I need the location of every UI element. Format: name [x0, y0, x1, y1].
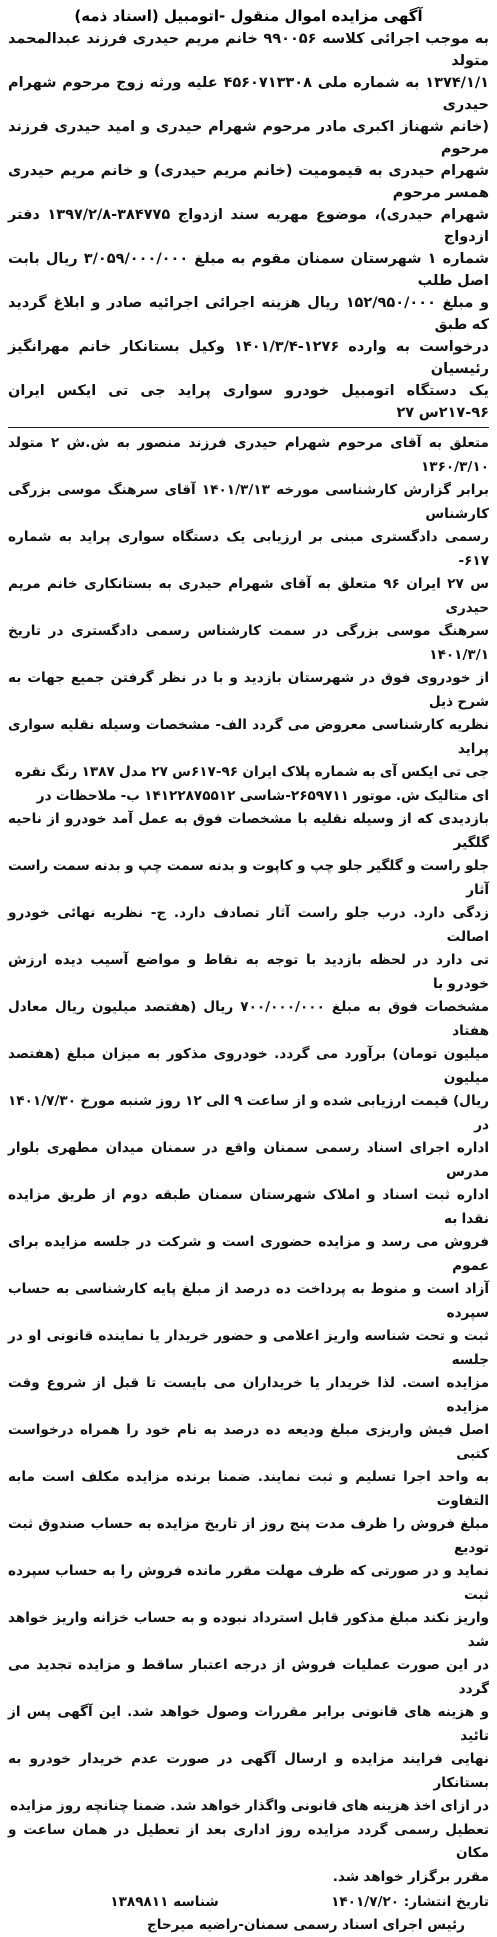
body-line: مزایده است. لذا خریدار یا خریداران می بایست تا قبل از شروع وقت مزایده [8, 1375, 489, 1415]
header-line: یک دستگاه اتومبیل خودرو سواری پراید جی تی ایکس ایران ۹۶-۲۱۷س ۲۷ [8, 383, 489, 421]
header-line: ۱۳۷۴/۱/۱ به شماره ملی ۴۵۶۰۷۱۳۳۰۸ علیه ورثه زوج مرحوم شهرام حیدری [8, 75, 489, 113]
body-line: مبلغ فروش را ظرف مدت پنج روز از تاریخ مزایده به حساب صندوق ثبت تودیع [8, 1516, 489, 1556]
body-line: برابر گزارش کارشناسی مورخه ۱۴۰۱/۳/۱۳ آقای سرهنگ موسی بزرگی کارشناس [8, 482, 489, 522]
body-line: ای متالیک ش. موتور ۲۶۵۹۷۱۱-شاسی ۱۴۱۲۲۸۷۵۵۱۲ ب- ملاحظات در [36, 787, 489, 804]
footer-spacer [8, 1891, 100, 1914]
body-line: رسمی دادگستری مبنی بر ارزیابی یک دستگاه سواری پراید به شماره ۶۱۷- [8, 529, 489, 569]
body-line: مشخصات فوق به مبلغ ۷۰۰/۰۰۰/۰۰۰ ریال (هفتصد میلیون ریال معادل هفتاد [8, 999, 489, 1039]
body-line: بازدیدی که از وسیله نقلیه با مشخصات فوق به عمل آمد خودرو از ناحیه گلگیر [8, 811, 489, 851]
header-line: شهرام حیدری)، موضوع مهریه سند ازدواج ۳۸۴۷۷۵-۱۳۹۷/۲/۸ دفتر ازدواج [8, 207, 489, 245]
body-line: تعطیل رسمی گردد مزایده روز اداری بعد از تعطیل در همان ساعت و مکان [8, 1821, 489, 1861]
footer-meta-row [8, 1891, 489, 1914]
body-line: در این صورت عملیات فروش از درجه اعتبار ساقط و مزایده تجدید می گردد [8, 1657, 489, 1697]
body-line: اداره اجرای اسناد رسمی سمنان واقع در سمنان میدان مطهری بلوار مدرس [8, 1140, 489, 1180]
body-line: میلیون تومان) برآورد می گردد. خودروی مذکور به میزان مبلغ (هفتصد میلیون [8, 1046, 489, 1086]
notice-header-paragraph [8, 28, 489, 428]
body-line: نماید و در صورتی که ظرف مهلت مقرر مانده فروش را به حساب سپرده ثبت [8, 1563, 489, 1603]
body-line: اداره ثبت اسناد و املاک شهرستان سمنان طبقه دوم از طریق مزایده نقدا به [8, 1187, 489, 1227]
header-line: (خانم شهناز اکبری مادر مرحوم شهرام حیدری و امید حیدری فرزند مرحوم [8, 119, 489, 157]
body-line: از خودروی فوق در شهرستان بازدید و با در نظر گرفتن جمیع جهات به شرح ذیل [8, 670, 489, 710]
footer-spacer [229, 1891, 321, 1914]
body-line: جلو راست و گلگیر جلو چپ و کاپوت و بدنه سمت چپ و بدنه سمت راست آثار [8, 858, 489, 898]
header-line: به موجب اجرائی کلاسه ۹۹۰۰۵۶ خانم مریم حیدری فرزند عبدالمحمد متولد [8, 31, 489, 69]
notice-footer [8, 1891, 489, 1937]
header-line: شماره ۱ شهرستان سمنان مقوم به مبلغ ۳/۰۵۹/۰۰۰/۰۰۰ ریال بابت اصل طلب [8, 251, 489, 289]
publish-date: تاریخ انتشار: ۱۴۰۱/۷/۲۰ [331, 1894, 489, 1910]
notice-id: شناسه ۱۳۸۹۸۱۱ [110, 1894, 219, 1910]
body-line: مقرر برگزار خواهد شد. [332, 1868, 489, 1885]
body-line: متعلق به آقای مرحوم شهرام حیدری فرزند منصور به ش.ش ۲ متولد ۱۳۶۰/۳/۱۰ [8, 435, 489, 475]
body-line: سرهنگ موسی بزرگی در سمت کارشناس رسمی دادگستری در تاریخ ۱۴۰۱/۳/۱ [8, 623, 489, 663]
signature-line: رئیس اجرای اسناد رسمی سمنان-راضیه میرحاج [146, 1917, 465, 1933]
header-line: شهرام حیدری به قیمومیت (خانم مریم حیدری) و خانم مریم حیدری همسر مرحوم [8, 163, 489, 201]
body-line: واریز نکند مبلغ مذکور قابل استرداد نبوده و به حساب خزانه واریز خواهد شد [8, 1610, 489, 1650]
notice-body-paragraph [8, 432, 489, 1889]
body-line: آزاد است و منوط به پرداخت ده درصد از مبلغ پایه کارشناسی به حساب سپرده [8, 1281, 489, 1321]
body-line: و هزینه های قانونی برابر مقررات وصول خواهد شد. این آگهی پس از تائید [8, 1704, 489, 1744]
body-line: تی دارد در لحظه بازدید با توجه به نقاط و مواضع آسیب دیده ارزش خودرو با [8, 952, 489, 992]
body-line: نهایی فرایند مزایده و ارسال آگهی در صورت عدم خریدار خودرو به بستانکار [8, 1751, 489, 1791]
header-line: درخواست به وارده ۱۲۷۶-۱۴۰۱/۳/۴ وکیل بستانکار خانم مهرانگیز رئیسیان [8, 339, 489, 377]
body-line: فروش می رسد و مزایده حضوری است و شرکت در جلسه مزایده برای عموم [8, 1234, 489, 1274]
notice-title: آگهی مزایده اموال منقول -اتومبیل (اسناد ذمه) [74, 7, 423, 25]
body-line: نظریه کارشناسی معروض می گردد الف- مشخصات وسیله نقلیه سواری پراید [8, 717, 489, 757]
body-line: ثبت و تحت شناسه واریز اعلامی و حضور خریدار یا نماینده قانونی او در جلسه [8, 1328, 489, 1368]
body-line: به واحد اجرا تسلیم و ثبت نمایند. ضمنا برنده مزایده مکلف است مابه التفاوت [8, 1469, 489, 1509]
body-line: اصل فیش واریزی مبلغ ودیعه ده درصد به نام خود را همراه درخواست کتبی [8, 1422, 489, 1462]
body-line: س ۲۷ ایران ۹۶ متعلق به آقای شهرام حیدری به بستانکاری خانم مریم حیدری [8, 576, 489, 616]
body-line: زدگی دارد. درب جلو راست آثار تصادف دارد. ج- نظریه نهائی خودرو اصالت [8, 905, 489, 945]
body-line: جی تی ایکس آی به شماره پلاک ایران ۹۶-۶۱۷س ۲۷ مدل ۱۳۸۷ رنگ نقره [14, 764, 489, 780]
body-line: ریال) قیمت ارزیابی شده و از ساعت ۹ الی ۱۲ روز شنبه مورخ ۱۴۰۱/۷/۳۰ در [8, 1093, 489, 1133]
header-line: و مبلغ ۱۵۲/۹۵۰/۰۰۰ ریال هزینه اجرائی اجرائیه صادر و ابلاغ گردید که طبق [8, 295, 489, 333]
body-line: در ازای اخذ هزینه های قانونی واگذار خواهد شد. ضمنا چنانچه روز مزایده [10, 1798, 489, 1814]
